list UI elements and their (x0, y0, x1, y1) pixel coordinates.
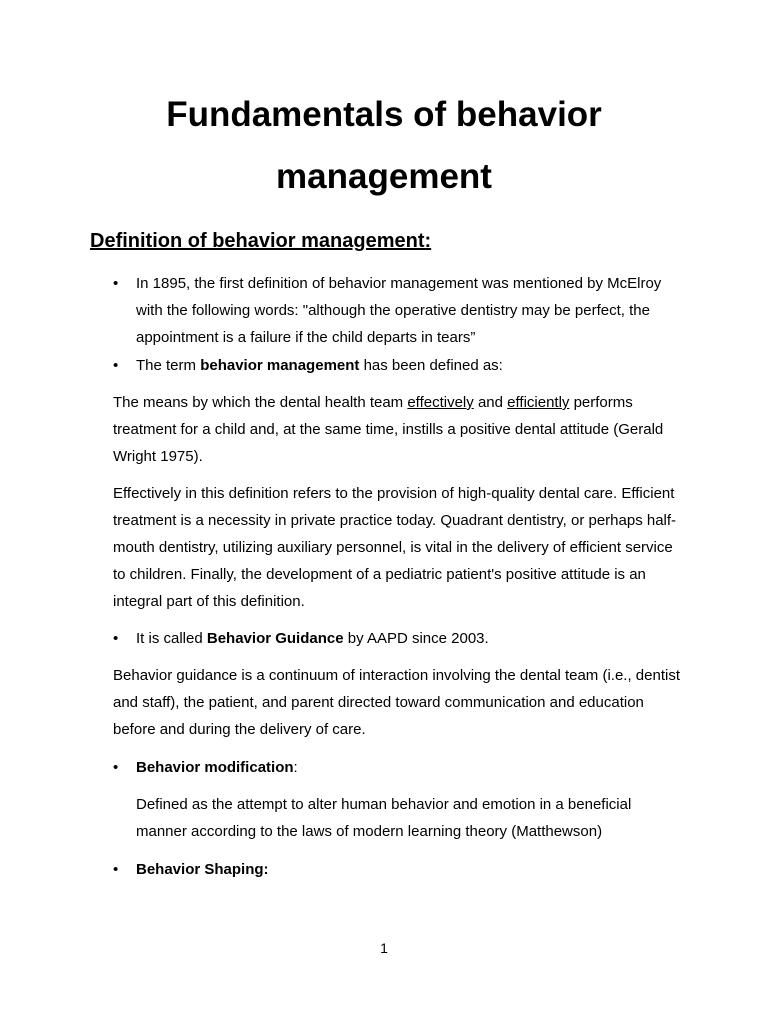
underlined-word: efficiently (507, 394, 570, 411)
bullet-text: Behavior modification: (136, 759, 298, 776)
definition-paragraph: The means by which the dental health team effectively and efficiently performs treatment for a child and, at the same time, instills a positive dental attitude (Gerald Wright 1975). (113, 394, 664, 465)
document-title-line-1: Fundamentals of behavior (166, 95, 602, 134)
bullet-text: In 1895, the first definition of behavior management was mentioned by McElroy with the following words: "although the operative dentistry may be perfect, the appointment is a failure if the child departs in tears” (136, 275, 662, 346)
underlined-word: effectively (407, 394, 474, 411)
section-heading: Definition of behavior management: (90, 230, 432, 252)
bullet-dot-icon: • (113, 861, 119, 878)
bullet-item-mcelroy (113, 270, 688, 351)
bullet-text: The term behavior management has been defined as: (136, 357, 503, 374)
bullet-item-modification (113, 754, 688, 781)
document-title-line-2: management (276, 157, 492, 196)
bullet-dot-icon: • (113, 759, 119, 776)
bullet-item-shaping (113, 856, 688, 883)
bullet-dot-icon: • (113, 357, 119, 374)
guidance-paragraph: Behavior guidance is a continuum of interaction involving the dental team (i.e., dentist and staff), the patient, and parent directed toward communication and education before and during the delivery of care. (113, 667, 680, 738)
effectively-paragraph: Effectively in this definition refers to the provision of high-quality dental care. Efficient treatment is a necessity in private practice today. Quadrant dentistry, or perhaps half-mouth dentistry, utilizing auxiliary personnel, is vital in the delivery of efficient service to children. Finally, the development of a pediatric patient's positive attitude is an integral part of this definition. (113, 485, 677, 610)
bullet-text (136, 856, 688, 883)
bullet-item-term (113, 352, 688, 379)
modification-paragraph: Defined as the attempt to alter human behavior and emotion in a beneficial manner according to the laws of modern learning theory (Matthewson) (136, 796, 632, 840)
bullet-text: It is called Behavior Guidance by AAPD since 2003. (136, 630, 489, 647)
bold-term: Behavior Guidance (206, 630, 344, 647)
bullet-dot-icon: • (113, 630, 119, 647)
bullet-dot-icon: • (113, 275, 119, 292)
bold-term: behavior management (200, 357, 360, 374)
bullet-item-guidance (113, 625, 688, 652)
page-number: 1 (380, 940, 388, 956)
bold-term: Behavior Shaping: (136, 861, 269, 878)
bold-term: Behavior modification (136, 759, 294, 776)
